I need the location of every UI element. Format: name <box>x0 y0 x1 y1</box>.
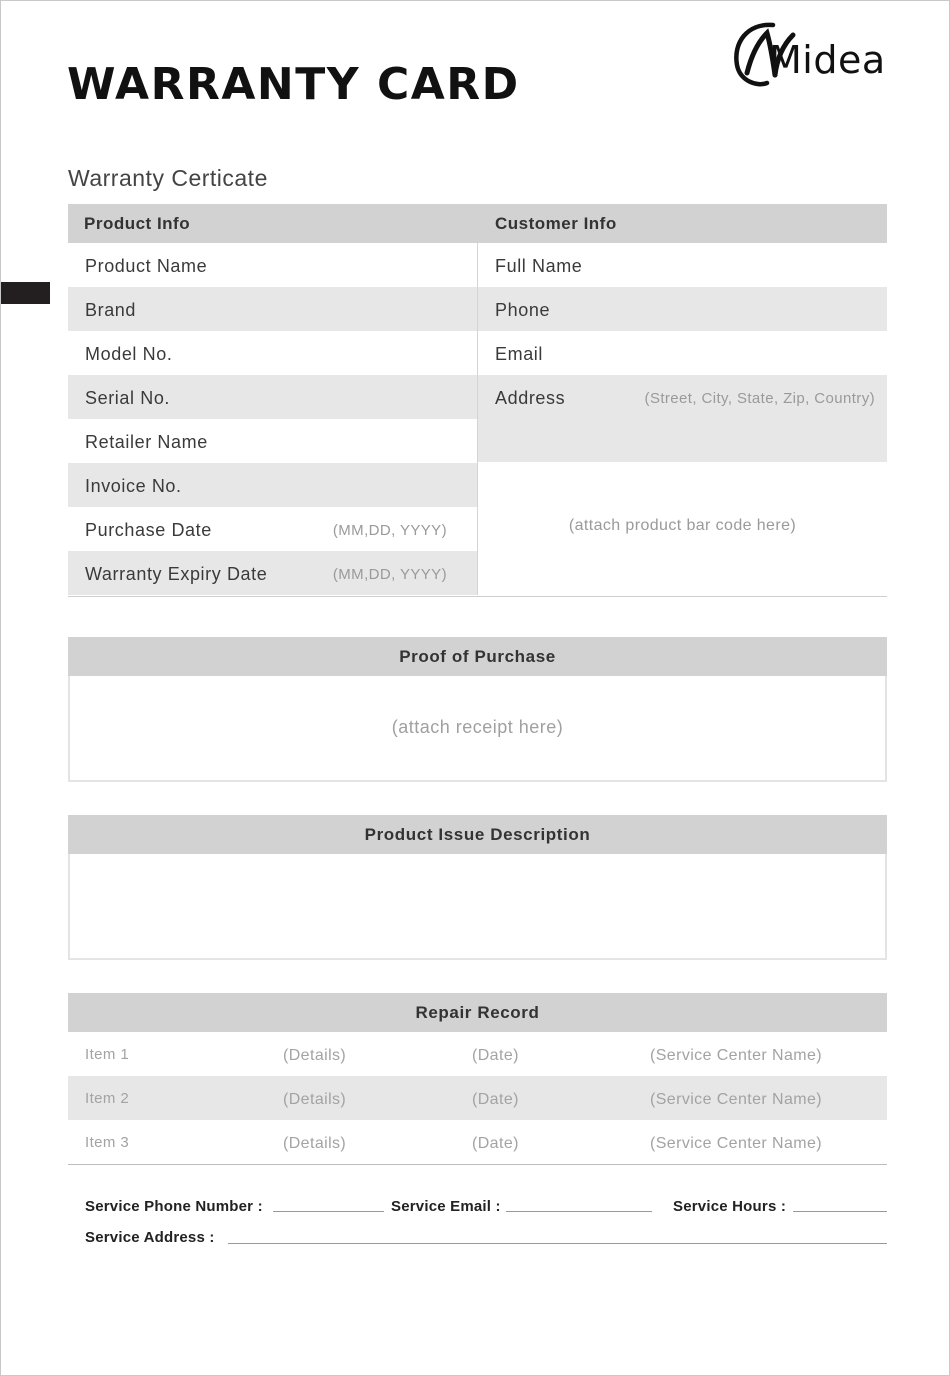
service-email-label: Service Email : <box>391 1198 501 1215</box>
info-table-header <box>68 204 887 243</box>
service-hours-label: Service Hours : <box>673 1198 787 1215</box>
repair-details: (Details) <box>283 1135 347 1152</box>
full-name-row[interactable] <box>478 243 887 287</box>
brand-logo <box>733 21 891 87</box>
purchase-date-row[interactable] <box>68 507 477 551</box>
retailer-name-row[interactable] <box>68 419 477 463</box>
page-title: WARRANTY CARD <box>67 59 520 110</box>
certificate-subtitle: Warranty Certicate <box>68 165 268 191</box>
invoice-no-row[interactable] <box>68 463 477 507</box>
field-label: Warranty Expiry Date <box>85 564 268 584</box>
repair-service-center: (Service Center Name) <box>650 1135 823 1152</box>
email-row[interactable] <box>478 331 887 375</box>
repair-item: Item 3 <box>85 1134 130 1151</box>
field-label: Phone <box>495 300 551 320</box>
field-label: Address <box>495 388 566 408</box>
field-label: Product Name <box>85 256 208 276</box>
service-hours-field[interactable] <box>793 1211 887 1212</box>
repair-details: (Details) <box>283 1047 347 1064</box>
field-label: Email <box>495 344 544 364</box>
product-issue-heading: Product Issue Description <box>68 815 887 854</box>
service-address-field[interactable] <box>228 1243 887 1244</box>
field-label: Invoice No. <box>85 476 182 496</box>
phone-row[interactable] <box>478 287 887 331</box>
service-email-field[interactable] <box>506 1211 652 1212</box>
product-issue-section <box>68 815 887 960</box>
repair-row[interactable] <box>68 1032 887 1076</box>
field-label: Retailer Name <box>85 432 208 452</box>
product-info-column <box>68 243 478 595</box>
barcode-attach-area[interactable] <box>478 462 887 592</box>
date-format-hint: (MM,DD, YYYY) <box>332 522 447 539</box>
product-info-heading: Product Info <box>84 214 191 233</box>
issue-description-area[interactable] <box>68 854 887 960</box>
customer-info-column <box>478 243 887 592</box>
model-no-row[interactable] <box>68 331 477 375</box>
field-label: Brand <box>85 300 137 320</box>
warranty-expiry-row[interactable] <box>68 551 477 595</box>
repair-date: (Date) <box>472 1091 519 1108</box>
customer-info-heading: Customer Info <box>495 214 617 233</box>
date-format-hint: (MM,DD, YYYY) <box>332 566 447 583</box>
proof-of-purchase-heading: Proof of Purchase <box>68 637 887 676</box>
brand-name: Midea <box>769 38 886 82</box>
address-row[interactable] <box>478 375 887 462</box>
field-label: Serial No. <box>85 388 171 408</box>
barcode-hint: (attach product bar code here) <box>568 517 797 534</box>
repair-item: Item 1 <box>85 1046 130 1063</box>
side-tab-marker <box>1 282 50 304</box>
repair-service-center: (Service Center Name) <box>650 1047 823 1064</box>
field-label: Purchase Date <box>85 520 212 540</box>
repair-service-center: (Service Center Name) <box>650 1091 823 1108</box>
field-label: Model No. <box>85 344 173 364</box>
brand-row[interactable] <box>68 287 477 331</box>
receipt-attach-area[interactable] <box>68 676 887 782</box>
repair-date: (Date) <box>472 1047 519 1064</box>
field-label: Full Name <box>495 256 583 276</box>
table-divider <box>68 596 887 597</box>
repair-date: (Date) <box>472 1135 519 1152</box>
receipt-hint: (attach receipt here) <box>391 717 564 737</box>
serial-no-row[interactable] <box>68 375 477 419</box>
service-phone-field[interactable] <box>273 1211 384 1212</box>
repair-row[interactable] <box>68 1076 887 1120</box>
service-address-label: Service Address : <box>85 1229 215 1246</box>
address-format-hint: (Street, City, State, Zip, Country) <box>644 390 875 407</box>
repair-record-section <box>68 993 887 1165</box>
repair-details: (Details) <box>283 1091 347 1108</box>
service-phone-label: Service Phone Number : <box>85 1198 263 1215</box>
repair-item: Item 2 <box>85 1090 130 1107</box>
repair-record-heading: Repair Record <box>68 993 887 1032</box>
repair-record-divider <box>68 1164 887 1165</box>
proof-of-purchase-section <box>68 637 887 782</box>
info-table <box>68 204 887 584</box>
repair-row[interactable] <box>68 1120 887 1164</box>
product-name-row[interactable] <box>68 243 477 287</box>
